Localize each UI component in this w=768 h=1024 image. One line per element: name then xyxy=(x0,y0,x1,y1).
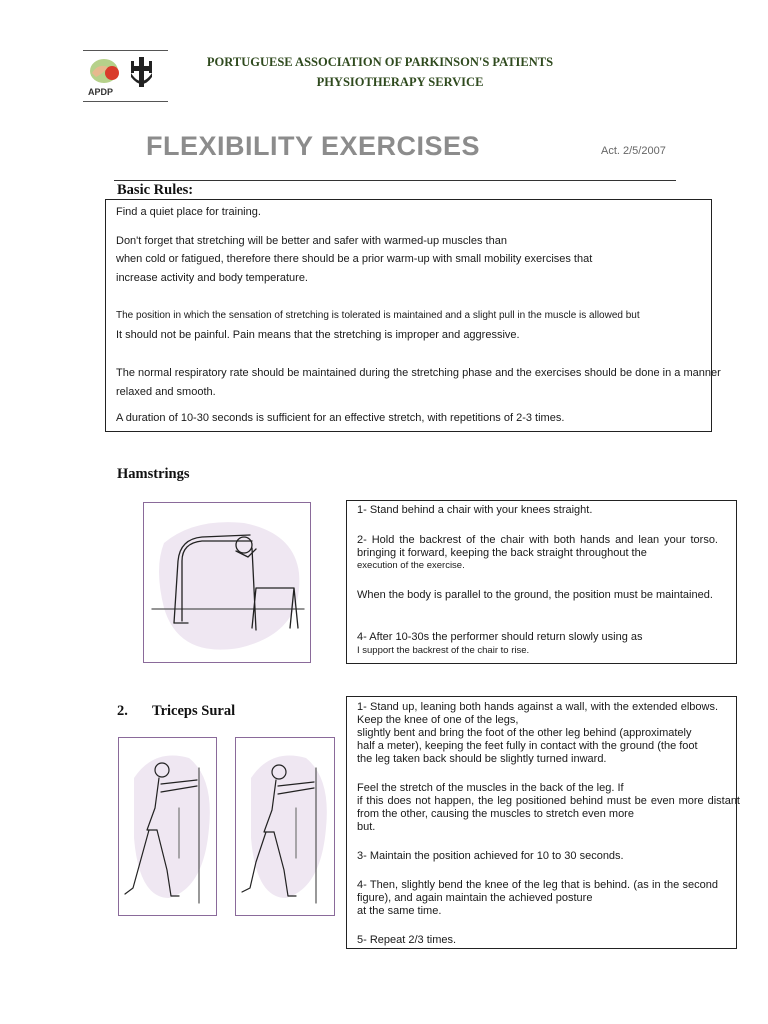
apdp-logo xyxy=(84,53,164,99)
service-name: PHYSIOTHERAPY SERVICE xyxy=(316,75,484,89)
basic-rules-heading: Basic Rules: xyxy=(117,182,194,198)
basic-rules-box xyxy=(105,199,721,432)
instruction-step: at the same time. xyxy=(357,905,442,917)
rule-line: increase activity and body temperature. xyxy=(116,272,308,284)
instruction-step: When the body is parallel to the ground, the position must be maintained. xyxy=(357,589,713,601)
organization-name: PORTUGUESE ASSOCIATION OF PARKINSON'S PATIENTS xyxy=(206,55,554,69)
triceps-instructions xyxy=(346,696,740,949)
hamstring-stretch-illustration xyxy=(143,502,311,663)
rule-line: Don't forget that stretching will be better and safer with warmed-up muscles than xyxy=(116,235,507,247)
instruction-step: 4- Then, slightly bend the knee of the leg that is behind. (as in the second figure), and again maintain the achieved posture xyxy=(357,879,718,904)
instruction-step: 3- Maintain the position achieved for 10 to 30 seconds. xyxy=(357,850,624,862)
rule-line: when cold or fatigued, therefore there should be a prior warm-up with small mobility exercises that xyxy=(116,253,593,265)
page-title: FLEXIBILITY EXERCISES xyxy=(146,131,481,161)
calf-stretch-illustration-1 xyxy=(118,737,217,916)
rule-line: relaxed and smooth. xyxy=(116,386,216,398)
triceps-heading: Triceps Sural xyxy=(152,703,236,719)
instruction-step: 5- Repeat 2/3 times. xyxy=(357,934,457,946)
hamstrings-instructions xyxy=(346,500,737,664)
calf-stretch-illustration-2 xyxy=(235,737,335,916)
svg-text:APDP: APDP xyxy=(88,87,114,97)
triceps-number: 2. xyxy=(117,703,128,719)
instruction-step: slightly bent and bring the foot of the other leg behind (approximately xyxy=(357,727,692,739)
hamstrings-heading: Hamstrings xyxy=(117,466,190,482)
rule-line: It should not be painful. Pain means that the stretching is improper and aggressive. xyxy=(116,329,520,341)
instruction-step: half a meter), keeping the feet fully in contact with the ground (the foot xyxy=(357,740,698,752)
instruction-step: 1- Stand behind a chair with your knees straight. xyxy=(357,504,593,516)
instruction-step: but. xyxy=(357,821,376,833)
logo-bottom-rule xyxy=(83,101,168,102)
rule-line: Find a quiet place for training. xyxy=(116,206,261,218)
instruction-step: 1- Stand up, leaning both hands against a wall, with the extended elbows. Keep the knee of one of the legs, xyxy=(357,701,718,726)
instruction-step: I support the backrest of the chair to rise. xyxy=(357,645,530,656)
instruction-step: execution of the exercise. xyxy=(357,560,465,571)
instruction-step: the leg taken back should be slightly turned inward. xyxy=(357,753,607,765)
instruction-step: if this does not happen, the leg positioned behind must be even more distant from the other, causing the muscles to stretch even more xyxy=(357,795,740,820)
title-divider xyxy=(114,180,676,181)
revision-date: Act. 2/5/2007 xyxy=(601,145,666,157)
rule-line: The normal respiratory rate should be maintained during the stretching phase and the exercises should be done in a manner xyxy=(116,367,721,379)
rule-line: A duration of 10-30 seconds is sufficient for an effective stretch, with repetitions of 2-3 times. xyxy=(116,412,565,424)
logo-top-rule xyxy=(83,50,168,51)
instruction-step: 4- After 10-30s the performer should return slowly using as xyxy=(357,631,643,643)
instruction-step: 2- Hold the backrest of the chair with both hands and lean your torso. bringing it forward, keeping the back straight throughout the xyxy=(357,534,718,559)
instruction-step: Feel the stretch of the muscles in the back of the leg. If xyxy=(357,782,624,794)
rule-line: The position in which the sensation of stretching is tolerated is maintained and a slight pull in the muscle is allowed but xyxy=(116,310,640,321)
